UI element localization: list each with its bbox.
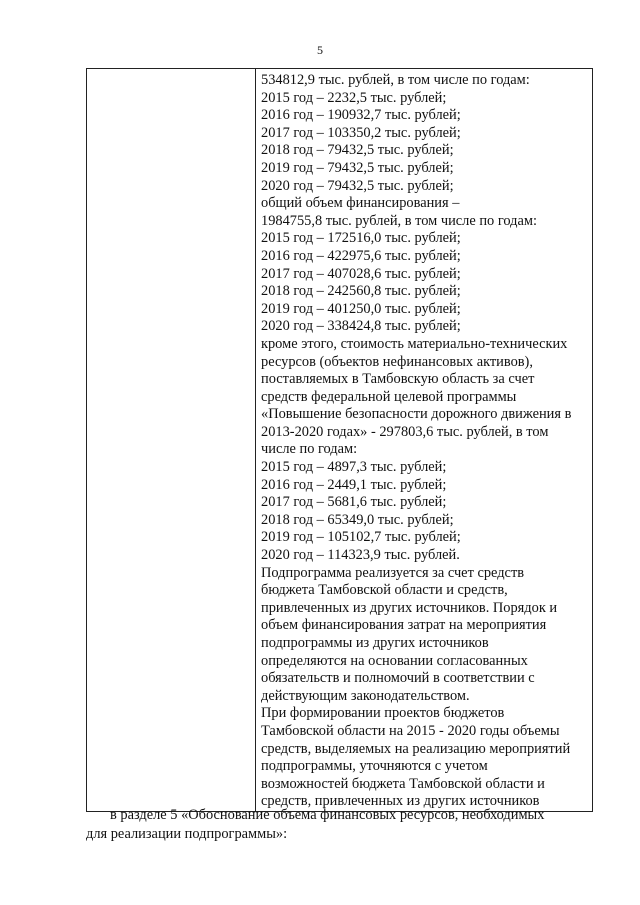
table-text-line: числе по годам: [261,441,358,458]
table-text-line: подпрограммы из других источников [261,635,489,651]
table-text-line: 2020 год – 114323,9 тыс. рублей. [261,547,460,564]
table-cell-right [256,69,593,812]
table-text-line: привлеченных из других источников. Порядок и [261,599,558,616]
table-text-line: 2015 год – 172516,0 тыс. рублей; [261,230,461,247]
table-text-line: общий объем финансирования – [261,195,460,212]
table-text-line: 2017 год – 5681,6 тыс. рублей; [261,494,447,511]
table-text-line: средств, выделяемых на реализацию мероприятий [261,740,571,757]
table-text-line: 2013-2020 годах» - 297803,6 тыс. рублей, в том [261,423,549,440]
table-text-line: 2018 год – 242560,8 тыс. рублей; [261,283,461,300]
table-text-line: бюджета Тамбовской области и средств, [261,582,508,599]
table-text-line: объем финансирования затрат на мероприятия [261,617,547,634]
table-text-line: 2019 год – 79432,5 тыс. рублей; [261,159,454,176]
table-text-line: 2016 год – 190932,7 тыс. рублей; [261,107,461,124]
table-text-line: средств федеральной целевой программы [261,388,517,405]
table-text-line: 534812,9 тыс. рублей, в том числе по годам: [261,72,530,88]
funding-table [86,68,593,812]
table-text-line: возможностей бюджета Тамбовской области и [261,775,545,792]
table-text-line: ресурсов (объектов нефинансовых активов), [261,353,533,370]
table-text-line: 1984755,8 тыс. рублей, в том числе по годам: [261,212,537,229]
table-text-line: 2020 год – 79432,5 тыс. рублей; [261,177,454,194]
table-cell-left [87,69,256,812]
after-table-paragraph [86,806,596,843]
table-text-line: 2016 год – 2449,1 тыс. рублей; [261,476,447,493]
paragraph-line: в разделе 5 «Обоснование объема финансовых ресурсов, необходимых [110,807,545,823]
paragraph-line: для реализации подпрограммы»: [86,825,288,842]
table-text-line: подпрограммы, уточняются с учетом [261,758,488,775]
table-row [87,69,593,812]
table-text-line: «Повышение безопасности дорожного движения в [261,406,572,423]
table-text-line: 2017 год – 103350,2 тыс. рублей; [261,124,461,141]
table-text-line: 2019 год – 401250,0 тыс. рублей; [261,300,461,317]
table-text-line: Тамбовской области на 2015 - 2020 годы объемы [261,722,560,739]
table-text-line: При формировании проектов бюджетов [261,705,505,722]
table-text-line: 2016 год – 422975,6 тыс. рублей; [261,247,461,264]
table-text-line: Подпрограмма реализуется за счет средств [261,564,525,581]
table-text-line: обязательств и полномочий в соответствии с [261,670,535,687]
table-text-line: кроме этого, стоимость материально-технических [261,335,568,352]
table-text-line: 2019 год – 105102,7 тыс. рублей; [261,529,461,546]
table-text-line: 2020 год – 338424,8 тыс. рублей; [261,318,461,335]
table-text-line: действующим законодательством. [261,687,470,704]
table-text-line: поставляемых в Тамбовскую область за счет [261,371,535,388]
table-text-line: 2015 год – 4897,3 тыс. рублей; [261,459,447,476]
table-text-line: 2018 год – 79432,5 тыс. рублей; [261,142,454,159]
page-number: 5 [317,43,323,57]
table-text-line: определяются на основании согласованных [261,652,528,669]
table-text-line: 2018 год – 65349,0 тыс. рублей; [261,511,454,528]
table-text-line: 2017 год – 407028,6 тыс. рублей; [261,265,461,282]
table-text-line: 2015 год – 2232,5 тыс. рублей; [261,89,447,106]
table-text-line: средств, привлеченных из других источников [261,793,540,810]
